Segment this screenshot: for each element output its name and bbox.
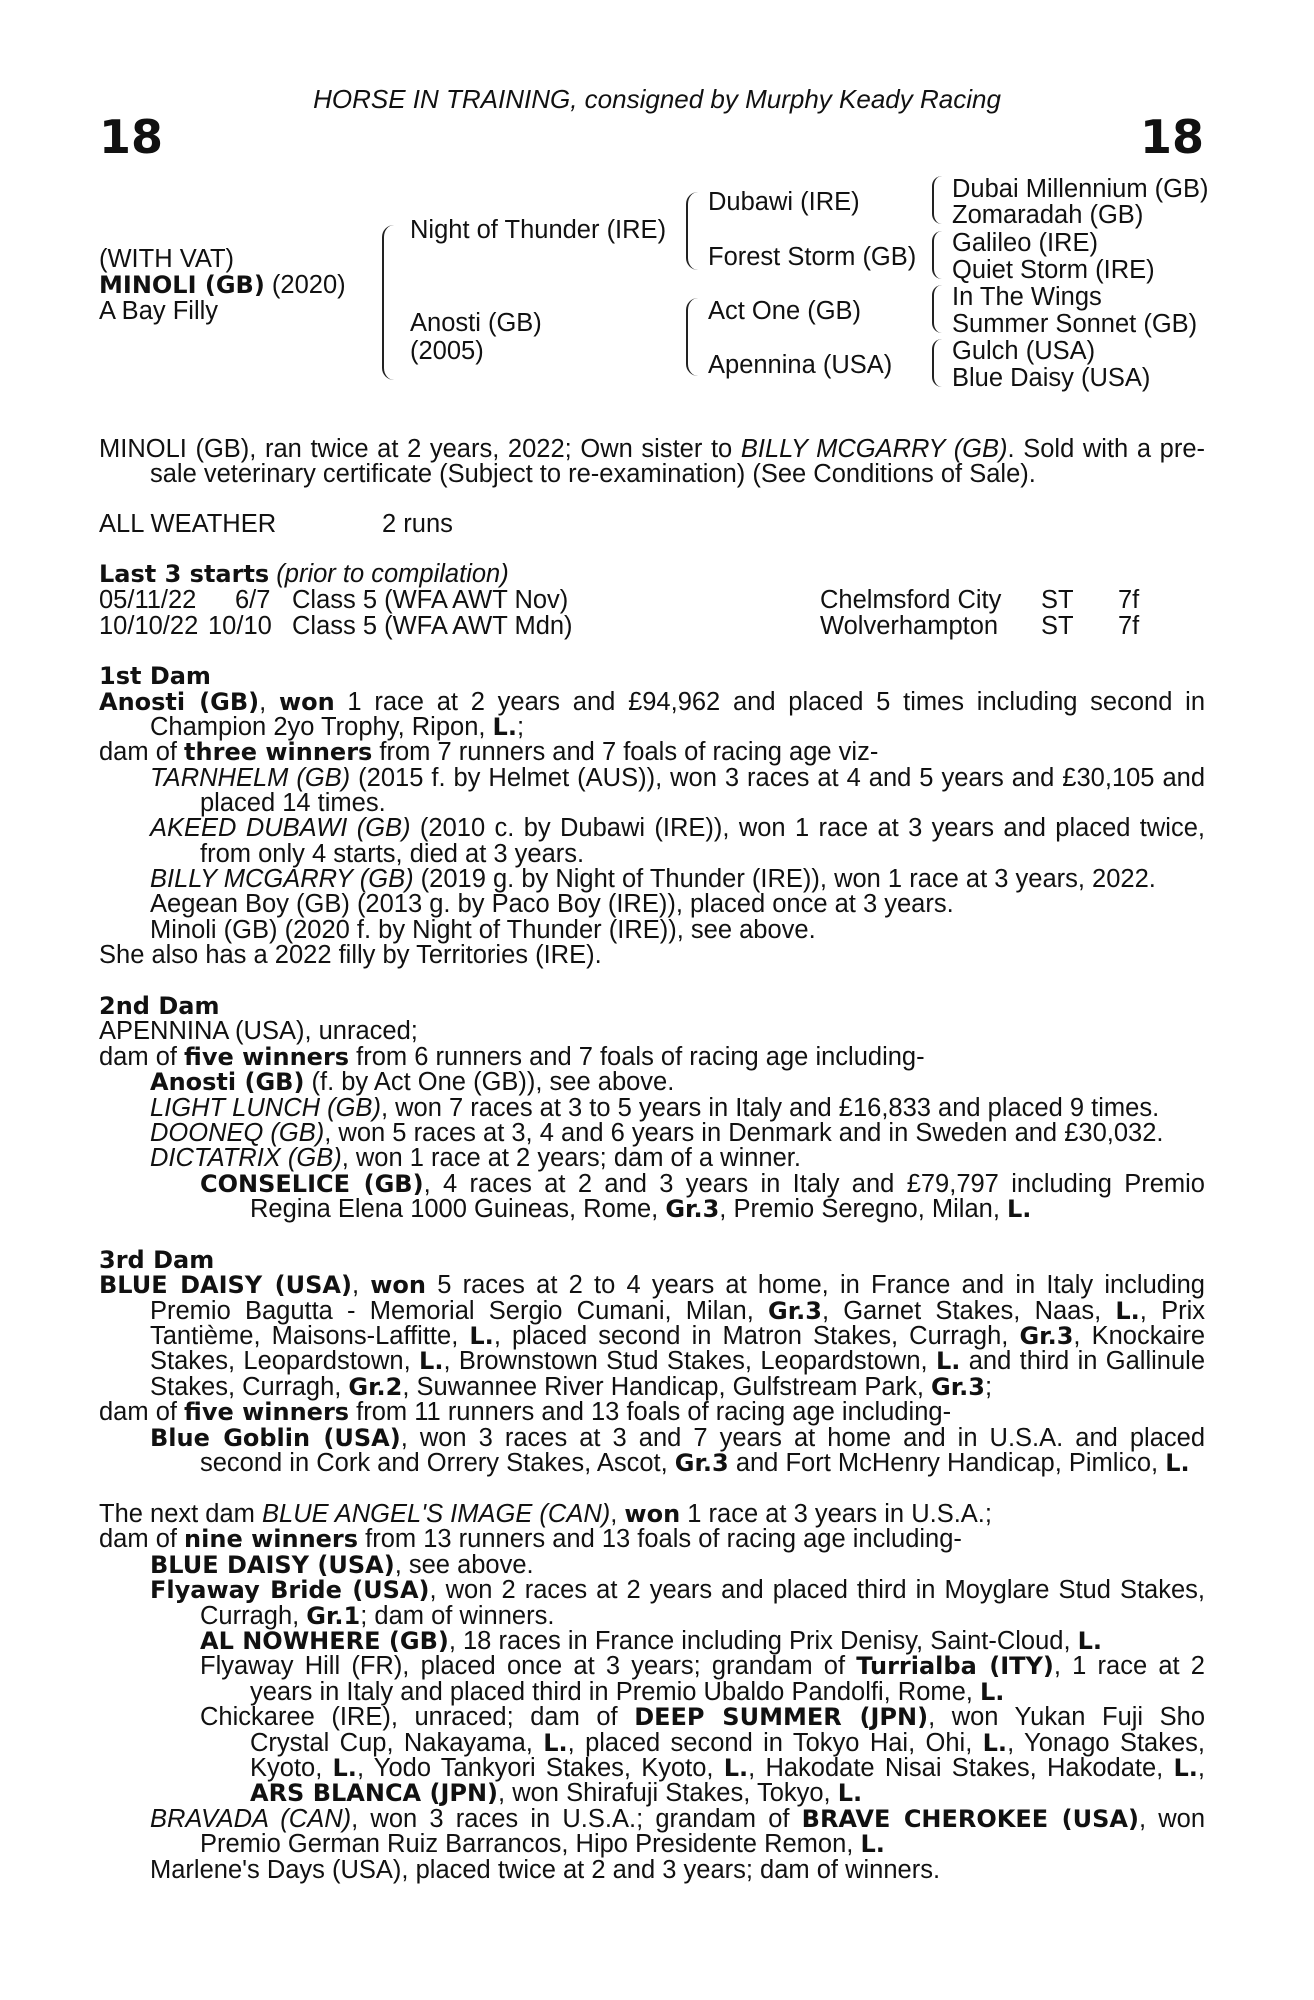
dam2-line-f: DICTATRIX (GB), won 1 race at 2 years; dam of a winner.	[150, 1144, 801, 1172]
dam2-heading: 2nd Dam	[99, 992, 220, 1020]
start-distance: 7f	[1118, 612, 1140, 640]
surface-label: ALL WEATHER	[99, 510, 277, 538]
dam2-line-b: dam of five winners from 6 runners and 7 foals of racing age including-	[99, 1043, 925, 1071]
dam1-line-e: placed 14 times.	[200, 789, 386, 817]
dam1-line-h: BILLY MCGARRY (GB) (2019 g. by Night of Thunder (IRE)), won 1 race at 3 years, 2022.	[150, 865, 1156, 893]
next-line-l: ARS BLANCA (JPN), won Shirafuji Stakes, Tokyo, L.	[250, 1779, 863, 1807]
dam3-line-e: Stakes, Curragh, Gr.2, Suwannee River Handicap, Gulfstream Park, Gr.3;	[150, 1373, 993, 1401]
intro-line-2: sale veterinary certificate (Subject to re-examination) (See Conditions of Sale).	[150, 460, 1036, 488]
brace-dd	[932, 339, 942, 387]
dd-dam: Blue Daisy (USA)	[952, 364, 1151, 392]
start-date: 10/10/22	[99, 612, 199, 640]
brace-sd	[932, 231, 942, 279]
next-line-g: Flyaway Hill (FR), placed once at 3 years; grandam of Turrialba (ITY), 1 race at 2	[200, 1652, 1205, 1680]
dam3-line-d: Stakes, Leopardstown, L., Brownstown Stud Stakes, Leopardstown, L. and third in Gallinule	[150, 1347, 1206, 1375]
next-line-c: BLUE DAISY (USA), see above.	[150, 1551, 534, 1579]
dam3-line-a: BLUE DAISY (USA), won 5 races at 2 to 4 years at home, in France and in Italy including	[99, 1271, 1205, 1299]
catalogue-header: HORSE IN TRAINING, consigned by Murphy Keady Racing	[313, 84, 1001, 114]
lot-number-left: 18	[99, 110, 164, 164]
next-line-d: Flyaway Bride (USA), won 2 races at 2 years and placed third in Moyglare Stud Stakes,	[150, 1576, 1205, 1604]
dam3-line-c: Tantième, Maisons-Laffitte, L., placed second in Matron Stakes, Curragh, Gr.3, Knockaire	[150, 1322, 1206, 1350]
sd-sire: Galileo (IRE)	[952, 229, 1098, 257]
starts-heading: Last 3 starts (prior to compilation)	[99, 560, 509, 588]
next-line-j: Crystal Cup, Nakayama, L., placed second in Tokyo Hai, Ohi, L., Yonago Stakes,	[250, 1729, 1205, 1757]
next-line-f: AL NOWHERE (GB), 18 races in France including Prix Denisy, Saint-Cloud, L.	[200, 1627, 1103, 1655]
dam1-heading: 1st Dam	[99, 662, 211, 690]
dam2-line-e: DOONEQ (GB), won 5 races at 3, 4 and 6 years in Denmark and in Sweden and £30,032.	[150, 1119, 1164, 1147]
horse-name-line	[99, 271, 346, 300]
next-line-n: Premio German Ruiz Barrancos, Hipo Presidente Remon, L.	[200, 1830, 885, 1858]
next-line-k: Kyoto, L., Yodo Tankyori Stakes, Kyoto, L., Hakodate Nisai Stakes, Hakodate, L.,	[250, 1754, 1205, 1782]
start-course: Chelmsford City	[820, 586, 1002, 614]
next-line-a: The next dam BLUE ANGEL'S IMAGE (CAN), won 1 race at 3 years in U.S.A.;	[99, 1500, 992, 1528]
dam1-line-c: dam of three winners from 7 runners and 7 foals of racing age viz-	[99, 738, 879, 766]
dam2-line-d: LIGHT LUNCH (GB), won 7 races at 3 to 5 years in Italy and £16,833 and placed 9 times.	[150, 1094, 1160, 1122]
dam1-line-g: from only 4 starts, died at 3 years.	[200, 840, 585, 868]
start-date: 05/11/22	[99, 586, 197, 614]
next-line-e: Curragh, Gr.1; dam of winners.	[200, 1602, 555, 1630]
next-line-m: BRAVADA (CAN), won 3 races in U.S.A.; grandam of BRAVE CHEROKEE (USA), won	[150, 1805, 1205, 1833]
dam3-line-h: second in Cork and Orrery Stakes, Ascot, Gr.3 and Fort McHenry Handicap, Pimlico, L.	[200, 1449, 1190, 1477]
start-going: ST	[1041, 586, 1074, 614]
dam2-line-g: CONSELICE (GB), 4 races at 2 and 3 years in Italy and £79,797 including Premio	[200, 1170, 1205, 1198]
dam3-line-g: Blue Goblin (USA), won 3 races at 3 and 7 years at home and in U.S.A. and placed	[150, 1424, 1205, 1452]
dam1-line-a: Anosti (GB), won 1 race at 2 years and £94,962 and placed 5 times including second in	[99, 688, 1206, 716]
ss-sire: Dubai Millennium (GB)	[952, 175, 1209, 203]
sire-dam: Forest Storm (GB)	[708, 243, 917, 271]
start-race: Class 5 (WFA AWT Nov)	[292, 586, 569, 614]
next-line-h: years in Italy and placed third in Premio Ubaldo Pandolfi, Rome, L.	[250, 1678, 1005, 1706]
lot-number-right: 18	[1139, 110, 1204, 164]
dam1-line-f: AKEED DUBAWI (GB) (2010 c. by Dubawi (IRE)), won 1 race at 3 years and placed twice,	[150, 814, 1205, 842]
sire: Night of Thunder (IRE)	[410, 216, 667, 244]
ss-dam: Zomaradah (GB)	[952, 201, 1144, 229]
dam2-line-c: Anosti (GB) (f. by Act One (GB)), see above.	[150, 1068, 675, 1096]
start-position: 10/10	[208, 612, 272, 640]
dam1-line-d: TARNHELM (GB) (2015 f. by Helmet (AUS)), won 3 races at 4 and 5 years and £30,105 and	[150, 764, 1206, 792]
sire-sire: Dubawi (IRE)	[708, 188, 860, 216]
start-course: Wolverhampton	[820, 612, 999, 640]
horse-description: A Bay Filly	[99, 297, 219, 325]
ds-dam: Summer Sonnet (GB)	[952, 310, 1198, 338]
dam2-line-h: Regina Elena 1000 Guineas, Rome, Gr.3, Premio Seregno, Milan, L.	[250, 1195, 1032, 1223]
brace-dam	[686, 298, 698, 376]
start-distance: 7f	[1118, 586, 1140, 614]
dam1-line-i: Aegean Boy (GB) (2013 g. by Paco Boy (IRE)), placed once at 3 years.	[150, 890, 954, 918]
dam3-line-f: dam of five winners from 11 runners and 13 foals of racing age including-	[99, 1398, 952, 1426]
dam-dam: Apennina (USA)	[708, 351, 893, 379]
surface-runs: 2 runs	[382, 510, 453, 538]
horse-year: (2020)	[271, 271, 346, 299]
horse-name: MINOLI (GB)	[99, 271, 265, 299]
dam3-heading: 3rd Dam	[99, 1246, 215, 1274]
vat-label: (WITH VAT)	[99, 245, 235, 273]
intro-line-1: MINOLI (GB), ran twice at 2 years, 2022; Own sister to BILLY MCGARRY (GB). Sold with a pre-	[99, 435, 1206, 463]
dam1-line-k: She also has a 2022 filly by Territories (IRE).	[99, 941, 602, 969]
start-position: 6/7	[235, 586, 271, 614]
dam1-line-j: Minoli (GB) (2020 f. by Night of Thunder (IRE)), see above.	[150, 916, 816, 944]
brace-ss	[932, 176, 942, 224]
dam: Anosti (GB)	[410, 309, 542, 337]
next-line-b: dam of nine winners from 13 runners and 13 foals of racing age including-	[99, 1525, 962, 1553]
start-going: ST	[1041, 612, 1074, 640]
sd-dam: Quiet Storm (IRE)	[952, 256, 1155, 284]
dam2-line-a: APENNINA (USA), unraced;	[99, 1017, 418, 1045]
brace-sire	[686, 192, 698, 270]
next-line-o: Marlene's Days (USA), placed twice at 2 and 3 years; dam of winners.	[150, 1856, 941, 1884]
next-line-i: Chickaree (IRE), unraced; dam of DEEP SUMMER (JPN), won Yukan Fuji Sho	[200, 1703, 1205, 1731]
dd-sire: Gulch (USA)	[952, 337, 1096, 365]
dam3-line-b: Premio Bagutta - Memorial Sergio Cumani, Milan, Gr.3, Garnet Stakes, Naas, L., Prix	[150, 1297, 1205, 1325]
start-race: Class 5 (WFA AWT Mdn)	[292, 612, 573, 640]
ds-sire: In The Wings	[952, 283, 1102, 311]
dam-sire: Act One (GB)	[708, 297, 862, 325]
brace-ds	[932, 285, 942, 333]
dam-year: (2005)	[410, 337, 484, 365]
dam1-line-b: Champion 2yo Trophy, Ripon, L.;	[150, 713, 525, 741]
brace-main	[382, 225, 394, 380]
